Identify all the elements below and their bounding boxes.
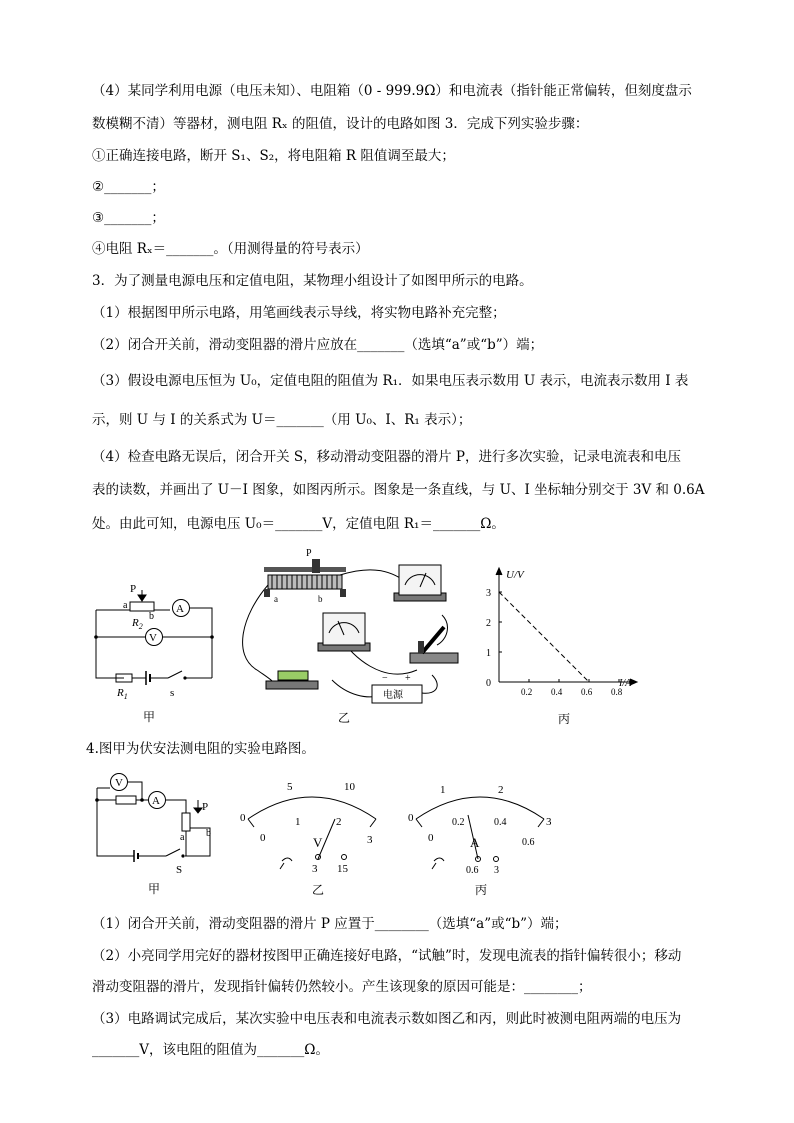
figure2-ammeter-bing	[400, 775, 560, 900]
text-line: 4.图甲为伏安法测电阻的实验电路图。	[86, 741, 315, 757]
text-line: （4）检查电路无误后，闭合开关 S，移动滑动变阻器的滑片 P，进行多次实验，记录电流表和电压	[92, 449, 682, 465]
label-a: a	[123, 600, 128, 611]
caption-jia: 甲	[143, 710, 156, 724]
origin-label: 0	[486, 678, 491, 689]
y-tick-label: 3	[486, 588, 491, 599]
text-line: 滑动变阻器的滑片，发现指针偏转仍然较小。产生该现象的原因可能是：________；	[92, 979, 592, 995]
battery-device	[372, 673, 422, 703]
text-line: 处。由此可知，电源电压 U₀＝_______V，定值电阻 R₁＝_______Ω。	[92, 516, 505, 532]
figure2-circuit-jia	[90, 768, 230, 898]
u-i-line	[499, 592, 589, 682]
scale-bottom: 0	[428, 832, 434, 844]
text-line: ①正确连接电路，断开 S₁、S₂，将电阻箱 R 阻值调至最大；	[92, 148, 455, 164]
terminal-label: 3	[494, 865, 499, 876]
label-switch: S	[176, 864, 183, 876]
figure-circuit-jia	[90, 578, 220, 728]
x-tick-label: 0.2	[521, 687, 533, 697]
x-tick-label: 0.8	[611, 687, 623, 697]
scale-bottom: 2	[336, 816, 342, 828]
scale-top: 0	[408, 812, 414, 824]
label-b: b	[149, 611, 154, 622]
figure2-voltmeter-yi	[232, 775, 392, 900]
label-switch: s	[170, 687, 175, 699]
scale-bottom: 0.6	[522, 837, 535, 848]
scale-top: 1	[440, 784, 446, 796]
caption-yi: 乙	[338, 711, 351, 725]
figure-graph-bing	[480, 560, 650, 730]
rheostat	[264, 559, 346, 597]
scale-bottom: 0.4	[494, 817, 507, 828]
terminal-label: 0.6	[466, 865, 479, 876]
scale-bottom: 3	[367, 834, 373, 846]
svg-text:电源: 电源	[383, 690, 403, 701]
ammeter-symbol: A	[176, 603, 184, 615]
svg-text:+: +	[405, 673, 411, 684]
text-line: （1）根据图甲所示电路，用笔画线表示导线，将实物电路补充完整；	[92, 305, 506, 321]
text-line: （2）小亮同学用完好的器材按图甲正确连接好电路，“试触”时，发现电流表的指针偏转很小；移动	[92, 948, 682, 964]
text-line: ②_______；	[92, 179, 165, 195]
text-line: 数模糊不清）等器材，测电阻 Rₓ 的阻值，设计的电路如图 3．完成下列实验步骤：	[92, 116, 589, 132]
caption-bing: 丙	[558, 712, 571, 726]
terminal-label: 15	[337, 863, 348, 875]
scale-top: 5	[287, 781, 293, 793]
scale-bottom: 1	[295, 816, 301, 828]
scale-top: 3	[546, 816, 552, 828]
switch-device	[410, 627, 458, 663]
text-line: （4）某同学利用电源（电压未知）、电阻箱（0 - 999.9Ω）和电流表（指针能正常偏转，但刻度盘示	[92, 83, 692, 99]
text-line: 表的读数，并画出了 U－I 图象，如图丙所示。图象是一条直线，与 U、I 坐标轴分别交于 3V 和 0.6A	[92, 482, 705, 498]
label-b: b	[206, 828, 211, 839]
voltmeter-device	[394, 565, 446, 601]
text-line: （2）闭合开关前，滑动变阻器的滑片应放在_______（选填“a”或“b”）端；	[92, 337, 544, 353]
scale-bottom: 0.2	[452, 817, 465, 828]
label-r1: $R_1$	[117, 687, 128, 701]
scale-bottom: 0	[260, 832, 266, 844]
voltmeter-symbol: V	[115, 777, 123, 789]
label-p: P	[202, 801, 209, 813]
x-tick-label: 0.6	[581, 687, 593, 697]
label-b: b	[318, 594, 323, 604]
label-p: P	[130, 583, 137, 595]
text-line: （3）电路调试完成后，某次实验中电压表和电流表示数如图乙和丙，则此时被测电阻两端的电压为	[92, 1011, 682, 1027]
text-line: 示，则 U 与 I 的关系式为 U＝_______（用 U₀、I、R₁ 表示）；	[92, 412, 472, 428]
meter-symbol: V	[313, 835, 323, 850]
voltmeter-symbol: V	[149, 632, 157, 644]
y-tick-label: 1	[486, 648, 491, 659]
scale-top: 0	[240, 812, 246, 824]
text-line: 3．为了测量电源电压和定值电阻，某物理小组设计了如图甲所示的电路。	[92, 273, 533, 289]
text-line: （3）假设电源电压恒为 U₀，定值电阻的阻值为 R₁．如果电压表示数用 U 表示，电流表示数用 I 表	[92, 373, 689, 389]
caption-yi: 乙	[312, 883, 325, 897]
text-line: _______V，该电阻的阻值为_______Ω。	[92, 1042, 329, 1058]
ammeter-symbol: A	[152, 795, 160, 807]
x-tick-label: 0.4	[551, 687, 563, 697]
caption-jia: 甲	[148, 882, 161, 896]
resistor-device	[266, 671, 318, 689]
text-line: ④电阻 Rₓ＝_______。（用测得量的符号表示）	[92, 241, 369, 257]
figure-apparatus-yi	[232, 545, 472, 730]
label-p: P	[306, 548, 312, 559]
y-tick-label: 2	[486, 618, 491, 629]
caption-bing: 丙	[475, 883, 488, 897]
x-axis-label: I/A	[619, 678, 632, 689]
label-a: a	[180, 832, 185, 843]
label-r2: $R_2$	[132, 617, 143, 631]
text-line: ③_______；	[92, 210, 165, 226]
text-line: （1）闭合开关前，滑动变阻器的滑片 P 应置于________（选填“a”或“b”）端；	[92, 916, 568, 932]
scale-top: 10	[344, 781, 355, 793]
scale-top: 2	[498, 784, 504, 796]
terminal-label: 3	[312, 863, 318, 875]
y-axis-label: U/V	[506, 569, 524, 581]
svg-text:−: −	[382, 673, 388, 684]
label-a: a	[274, 594, 278, 604]
meter-symbol: A	[470, 835, 480, 850]
ammeter-device	[318, 613, 370, 651]
